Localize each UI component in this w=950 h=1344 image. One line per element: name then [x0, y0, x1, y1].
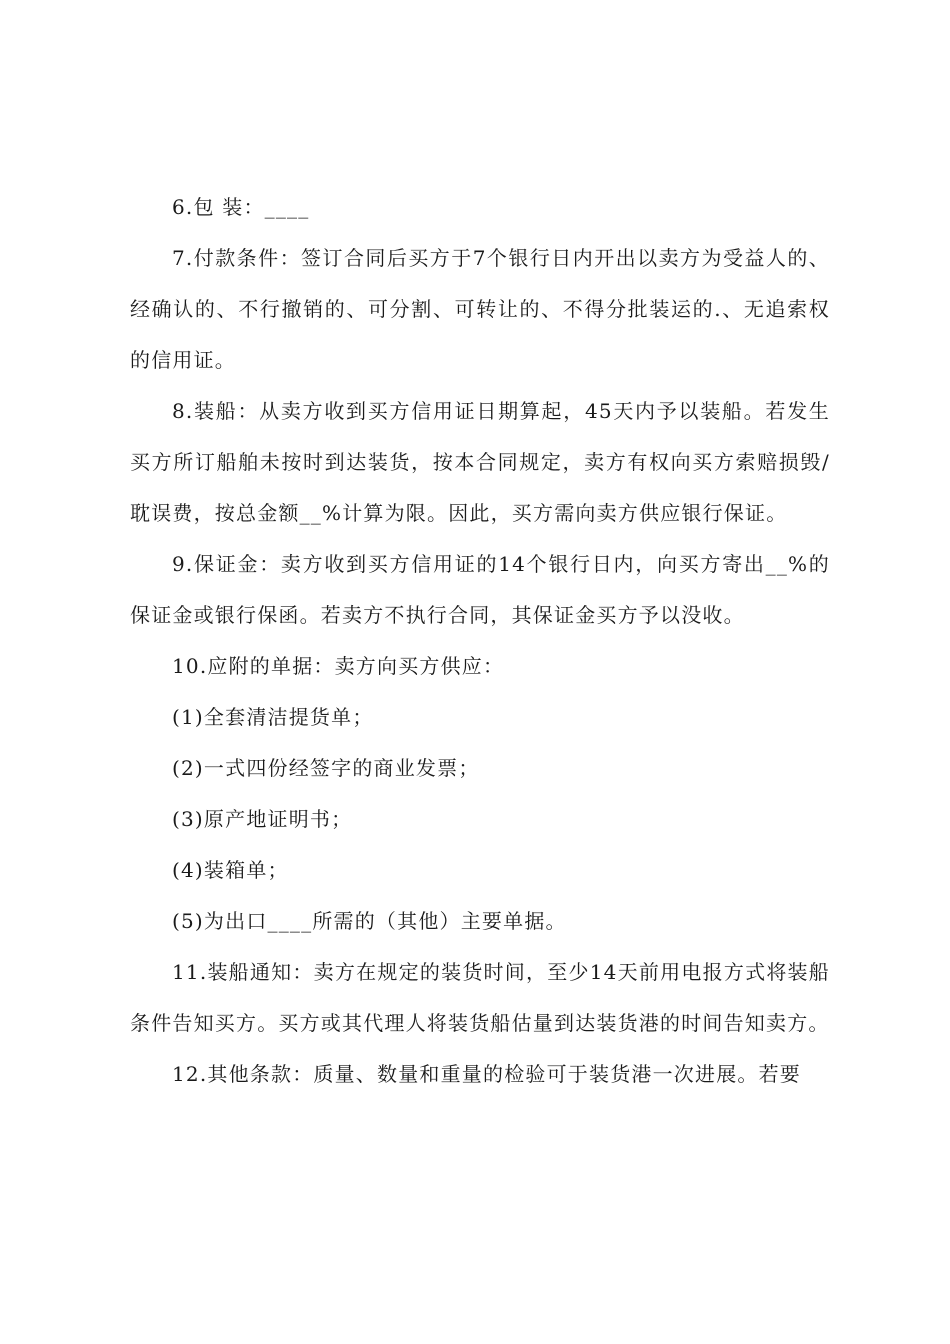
clause-6-packaging: 6.包 装：____	[172, 195, 310, 219]
document-item-4: (4)装箱单；	[172, 858, 289, 882]
clause-12-other-terms: 12.其他条款：质量、数量和重量的检验可于装货港一次进展。若要	[172, 1062, 802, 1086]
contract-body	[130, 182, 830, 1100]
clause-7-payment-terms: 7.付款条件：签订合同后买方于7个银行日内开出以卖方为受益人的、经确认的、不行撤销的、可分割、可转让的、不得分批装运的.、无追索权的信用证。	[130, 246, 830, 372]
clause-11-shipping-notice: 11.装船通知：卖方在规定的装货时间，至少14天前用电报方式将装船条件告知买方。买方或其代理人将装货船估量到达装货港的时间告知卖方。	[130, 960, 830, 1035]
document-item-5: (5)为出口____所需的（其他）主要单据。	[172, 909, 567, 933]
clause-10-documents: 10.应附的单据：卖方向买方供应：	[172, 654, 505, 678]
clause-8-shipment: 8.装船：从卖方收到买方信用证日期算起，45天内予以装船。若发生买方所订船舶未按时到达装货，按本合同规定，卖方有权向买方索赔损毁/耽误费，按总金额__%计算为限。因此，买方需向卖方供应银行保证。	[130, 399, 830, 525]
document-item-2: (2)一式四份经签字的商业发票；	[172, 756, 480, 780]
document-item-1: (1)全套清洁提货单；	[172, 705, 374, 729]
clause-9-deposit: 9.保证金：卖方收到买方信用证的14个银行日内，向买方寄出__%的保证金或银行保函。若卖方不执行合同，其保证金买方予以没收。	[130, 552, 830, 627]
document-item-3: (3)原产地证明书；	[172, 807, 353, 831]
